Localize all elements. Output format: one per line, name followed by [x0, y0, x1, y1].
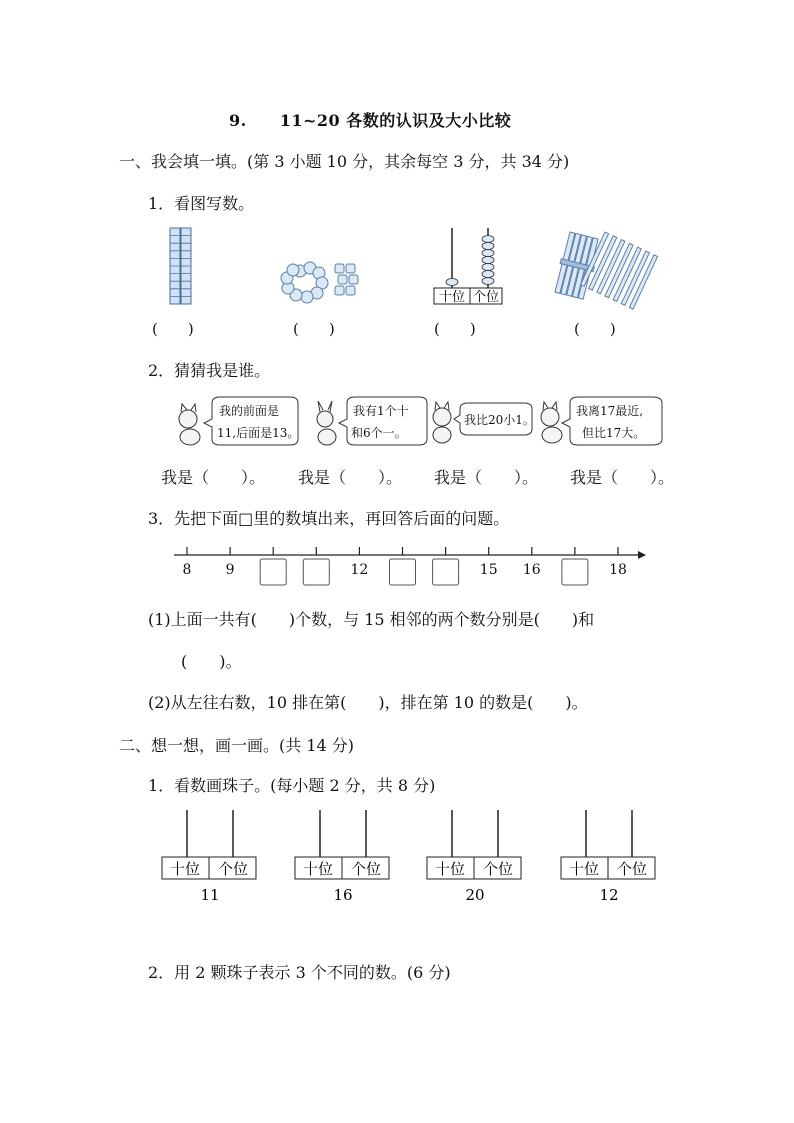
number-line-answer-box[interactable]	[303, 559, 329, 585]
abacus-ones-label: 个位	[472, 290, 500, 305]
sticks-picture	[553, 232, 658, 310]
abacus-12-tens: 十位	[568, 860, 600, 878]
bubble-2-line-2: 和6个一。	[351, 426, 407, 440]
s2-question-1-label: 1．看数画珠子。(每小题 2 分，共 8 分)	[148, 776, 436, 795]
abacus-tens-label: 十位	[438, 290, 466, 305]
abacus-20[interactable]	[427, 810, 521, 904]
kitten-icon	[433, 402, 451, 443]
abacus-11[interactable]	[162, 810, 256, 904]
bead-ring-picture	[281, 262, 358, 303]
q2-speech-bubbles	[172, 395, 702, 453]
number-line-label: 8	[182, 562, 192, 578]
section-2-heading: 二、想一想，画一画。(共 14 分)	[119, 736, 355, 755]
number-line-answer-box[interactable]	[433, 559, 459, 585]
abacus-16-ones: 个位	[350, 860, 382, 878]
abacus-16-tens: 十位	[302, 860, 334, 878]
abacus-12[interactable]	[561, 810, 655, 904]
bubble-4-line-2: 但比17大。	[582, 426, 646, 440]
cat-icon	[179, 404, 200, 445]
number-line-label: 9	[225, 562, 235, 578]
number-line-label: 15	[479, 562, 498, 578]
question-2-label: 2．猜猜我是谁。	[148, 361, 271, 380]
abacus-16-number: 16	[333, 886, 353, 904]
abacus-11-ones: 个位	[217, 860, 249, 878]
question-3-label: 3．先把下面□里的数填出来，再回答后面的问题。	[148, 509, 510, 528]
rabbit-icon	[317, 401, 336, 445]
question-1-label: 1．看图写数。	[148, 194, 255, 213]
abacus-11-tens: 十位	[169, 860, 201, 878]
abacus-12-ones: 个位	[616, 860, 648, 878]
q1-blank-4[interactable]: ( )	[574, 320, 616, 338]
ten-rods-picture	[170, 228, 191, 304]
number-line-answer-box[interactable]	[562, 559, 588, 585]
q2-answer-3[interactable]: 我是（ ）。	[434, 468, 539, 487]
empty-abaci	[155, 806, 675, 906]
q1-blank-2[interactable]: ( )	[293, 320, 335, 338]
number-line-answer-box[interactable]	[260, 559, 286, 585]
abacus-20-tens: 十位	[434, 860, 466, 878]
q2-answer-2[interactable]: 我是（ ）。	[298, 468, 403, 487]
bubble-4-line-1: 我离17最近,	[576, 404, 644, 418]
section-1-heading: 一、我会填一填。(第 3 小题 10 分，其余每空 3 分，共 34 分)	[119, 152, 570, 171]
number-line-answer-box[interactable]	[390, 559, 416, 585]
abacus-11-number: 11	[200, 886, 220, 904]
q2-answer-4[interactable]: 我是（ ）。	[570, 468, 675, 487]
number-line-label: 16	[522, 562, 541, 578]
abacus-12-number: 12	[599, 886, 619, 904]
bubble-1-line-2: 11,后面是13。	[217, 426, 300, 440]
abacus-20-number: 20	[465, 886, 485, 904]
page-title: 9. 11~20 各数的认识及大小比较	[229, 111, 512, 130]
q3-sub-2[interactable]: (2)从左往右数，10 排在第( )，排在第 10 的数是( )。	[148, 693, 588, 712]
s2-question-2-label: 2．用 2 颗珠子表示 3 个不同的数。(6 分)	[148, 963, 451, 982]
bubble-1-line-1: 我的前面是	[219, 404, 280, 418]
q1-pictures	[150, 222, 710, 312]
cat-2-icon	[541, 402, 562, 443]
number-line-label: 18	[609, 562, 627, 578]
q3-sub-1-line-1[interactable]: (1)上面一共有( )个数，与 15 相邻的两个数分别是( )和	[148, 610, 595, 629]
abacus-20-ones: 个位	[482, 860, 514, 878]
q2-answer-1[interactable]: 我是（ ）。	[161, 468, 266, 487]
q1-blank-3[interactable]: ( )	[434, 320, 476, 338]
abacus-picture	[434, 228, 502, 305]
q1-blank-1[interactable]: ( )	[152, 320, 194, 338]
bubble-3-line-1: 我比20小1。	[464, 413, 535, 427]
abacus-16[interactable]	[295, 810, 389, 904]
q3-sub-1-line-2[interactable]: ( )。	[181, 652, 242, 671]
bubble-2-line-1: 我有1个十	[353, 404, 409, 418]
number-line	[170, 542, 650, 587]
number-line-label: 12	[350, 562, 369, 578]
